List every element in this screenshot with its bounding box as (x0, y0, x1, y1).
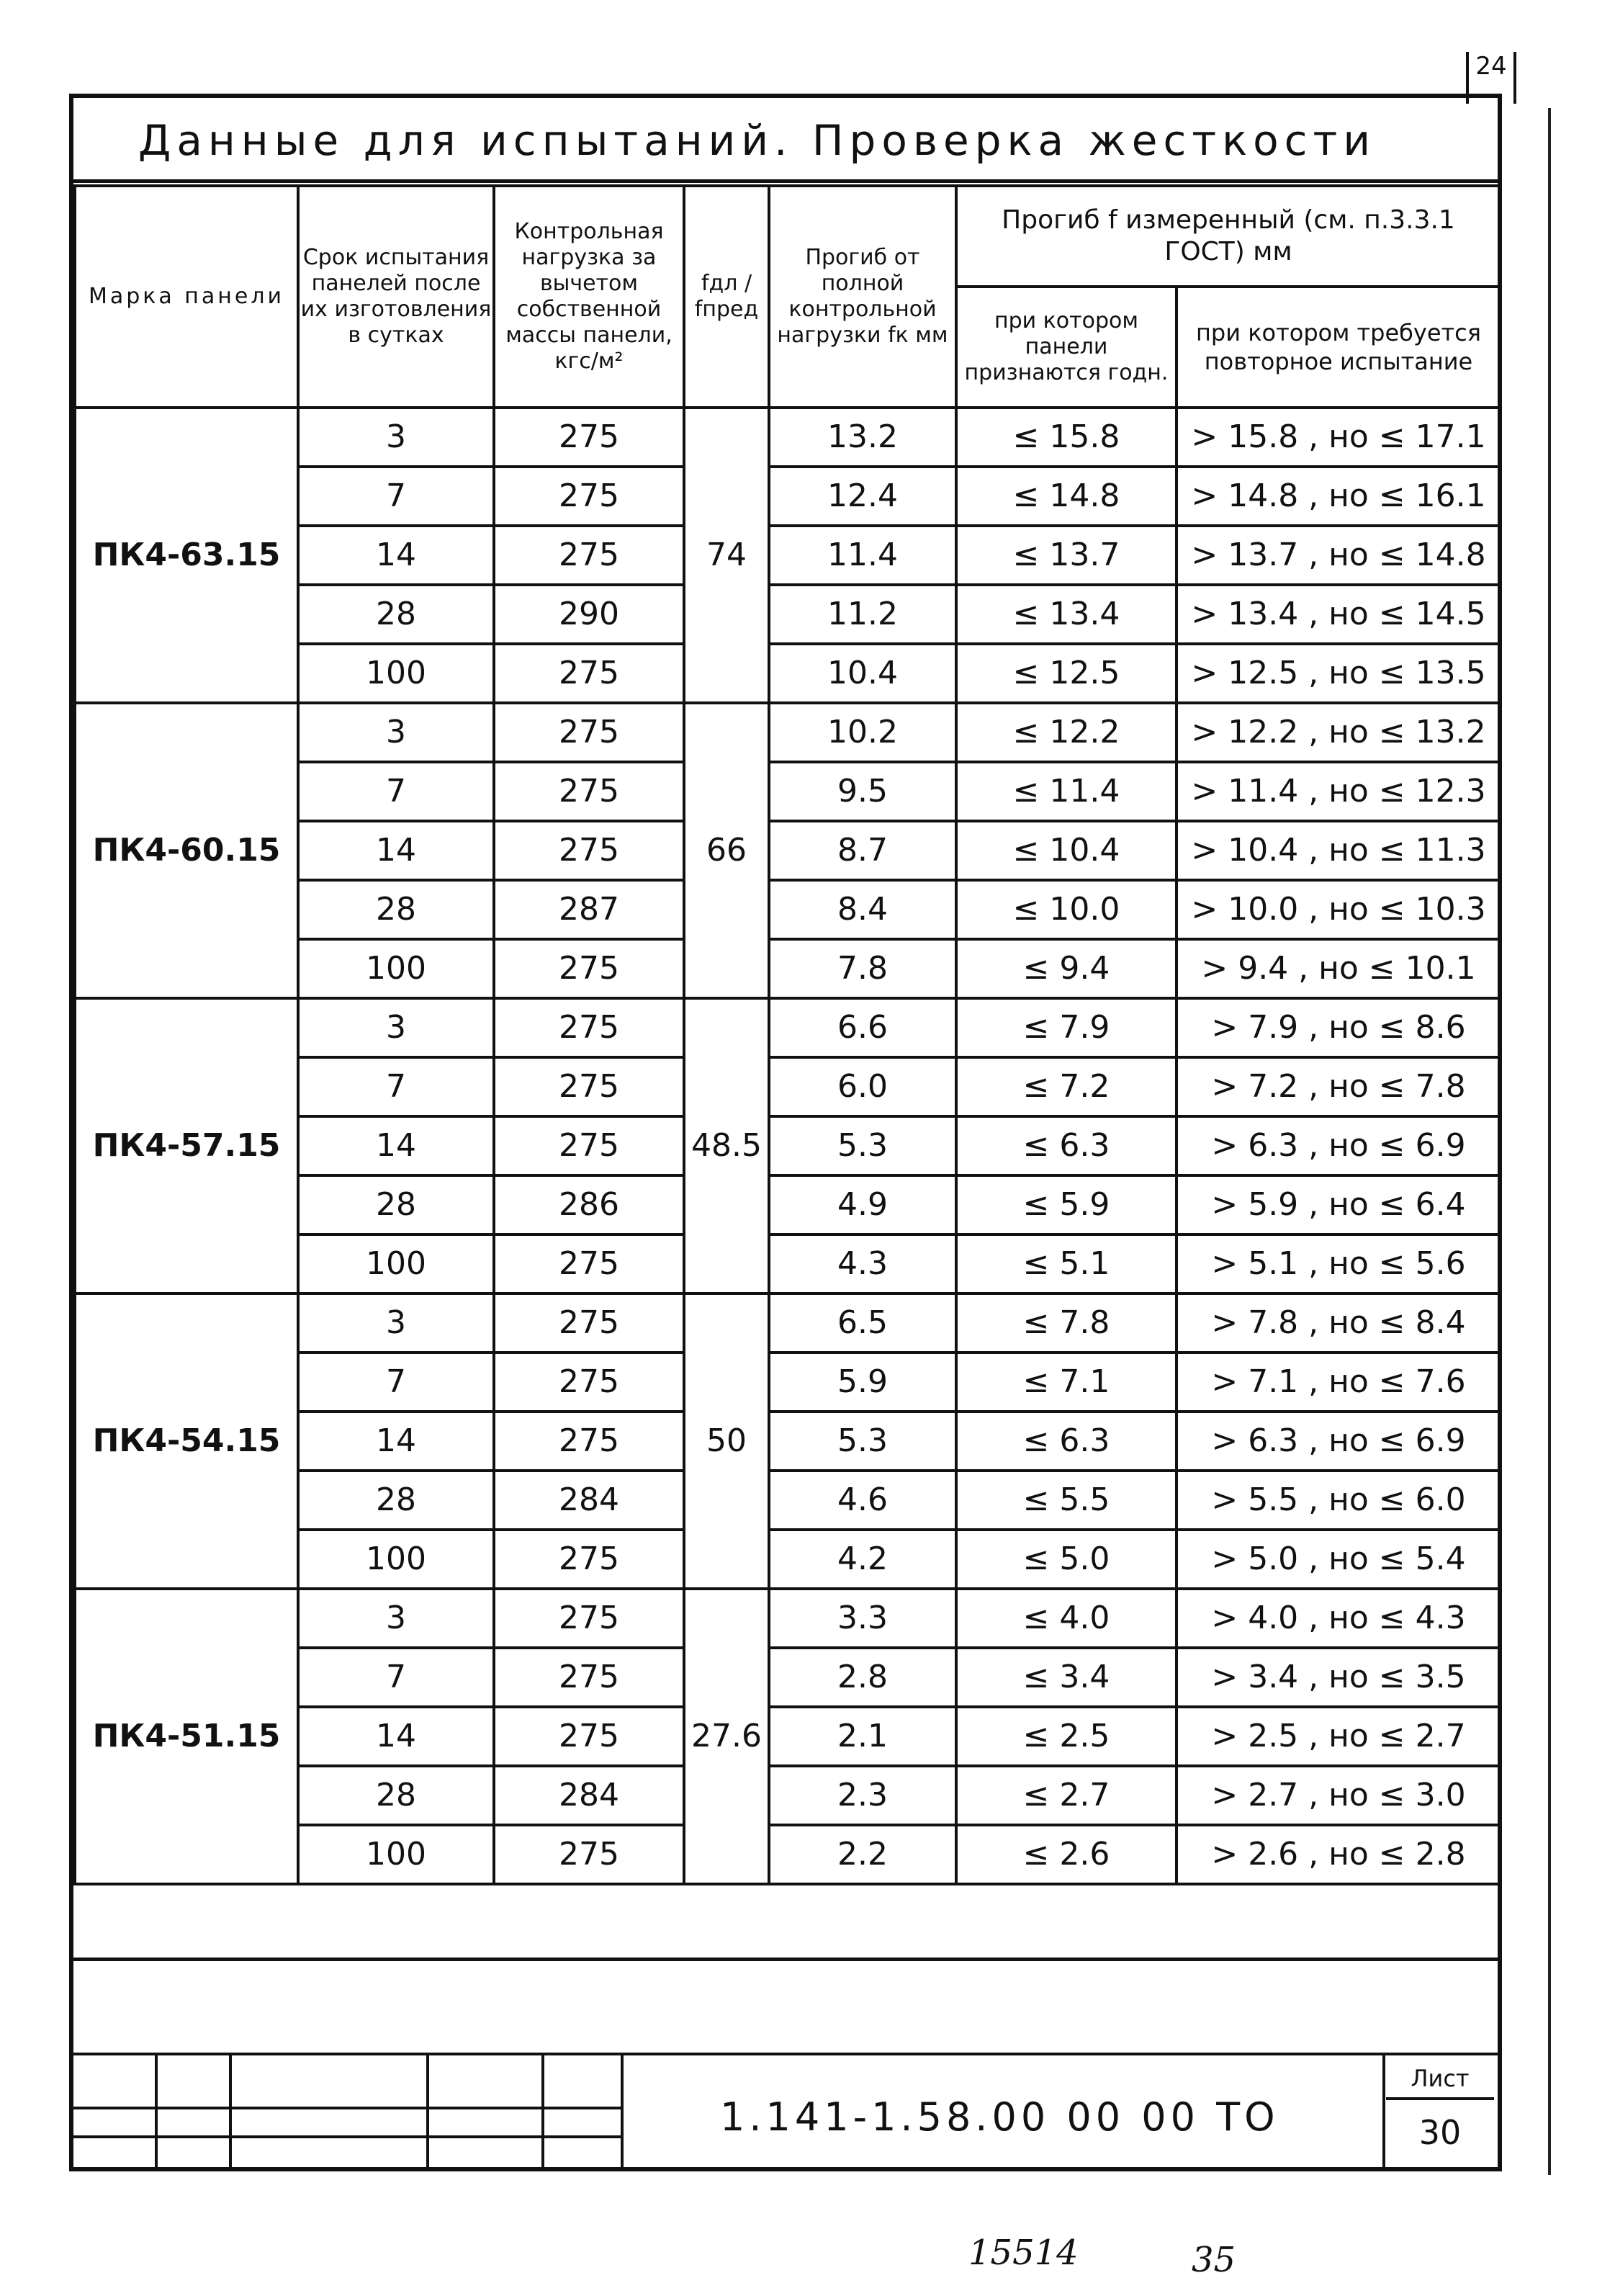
table-row (75, 408, 1501, 467)
test-period-cell: 3 (298, 1293, 494, 1353)
full-deflection-cell: 2.3 (769, 1766, 956, 1825)
retest-deflection-cell: > 11.4 , но ≤ 12.3 (1177, 762, 1501, 821)
test-period-cell: 100 (298, 644, 494, 703)
accept-deflection-cell: ≤ 10.4 (956, 821, 1177, 880)
test-period-cell: 7 (298, 762, 494, 821)
retest-deflection-cell: > 13.4 , но ≤ 14.5 (1177, 585, 1501, 644)
control-load-cell: 275 (494, 644, 684, 703)
test-period-cell: 28 (298, 1766, 494, 1825)
retest-deflection-cell: > 6.3 , но ≤ 6.9 (1177, 1116, 1501, 1175)
accept-deflection-cell: ≤ 15.8 (956, 408, 1177, 467)
test-period-cell: 100 (298, 1234, 494, 1293)
panel-mark: ПК4-57.15 (75, 998, 298, 1293)
test-period-cell: 7 (298, 467, 494, 526)
retest-deflection-cell: > 5.0 , но ≤ 5.4 (1177, 1530, 1501, 1589)
panel-mark: ПК4-54.15 (75, 1293, 298, 1589)
accept-deflection-cell: ≤ 5.1 (956, 1234, 1177, 1293)
table-row (75, 1589, 1501, 1648)
retest-deflection-cell: > 7.8 , но ≤ 8.4 (1177, 1293, 1501, 1353)
header-srok: Срок испытания панелей после их изготовления в сутках (298, 186, 494, 408)
control-load-cell: 275 (494, 1116, 684, 1175)
test-period-cell: 7 (298, 1648, 494, 1707)
accept-deflection-cell: ≤ 7.1 (956, 1353, 1177, 1412)
stamp-col-line (541, 2053, 544, 2168)
test-period-cell: 28 (298, 1175, 494, 1234)
retest-deflection-cell: > 13.7 , но ≤ 14.8 (1177, 526, 1501, 585)
header-nagruzka: Контрольная нагрузка за вычетом собственной массы панели, кгс/м² (494, 186, 684, 408)
retest-deflection-cell: > 12.2 , но ≤ 13.2 (1177, 703, 1501, 762)
control-load-cell: 275 (494, 1293, 684, 1353)
accept-deflection-cell: ≤ 6.3 (956, 1412, 1177, 1471)
corner-sheet-number: 24 (1466, 52, 1516, 104)
test-period-cell: 7 (298, 1057, 494, 1116)
ratio-cell: 74 (684, 408, 769, 703)
header-progib-measured: Прогиб f измеренный (см. п.3.3.1 ГОСТ) мм (956, 186, 1501, 287)
accept-deflection-cell: ≤ 5.0 (956, 1530, 1177, 1589)
accept-deflection-cell: ≤ 2.5 (956, 1707, 1177, 1766)
stamp-col-line (155, 2053, 158, 2168)
full-deflection-cell: 7.8 (769, 939, 956, 998)
control-load-cell: 275 (494, 1648, 684, 1707)
control-load-cell: 284 (494, 1766, 684, 1825)
accept-deflection-cell: ≤ 13.4 (956, 585, 1177, 644)
retest-deflection-cell: > 7.9 , но ≤ 8.6 (1177, 998, 1501, 1057)
accept-deflection-cell: ≤ 12.2 (956, 703, 1177, 762)
retest-deflection-cell: > 12.5 , но ≤ 13.5 (1177, 644, 1501, 703)
control-load-cell: 275 (494, 1057, 684, 1116)
stamp-col-line (426, 2053, 429, 2168)
full-deflection-cell: 2.2 (769, 1825, 956, 1884)
test-period-cell: 14 (298, 1116, 494, 1175)
accept-deflection-cell: ≤ 5.9 (956, 1175, 1177, 1234)
control-load-cell: 275 (494, 998, 684, 1057)
header-ratio: fдл / fпред (684, 186, 769, 408)
accept-deflection-cell: ≤ 6.3 (956, 1116, 1177, 1175)
stamp-col-line (229, 2053, 232, 2168)
control-load-cell: 290 (494, 585, 684, 644)
accept-deflection-cell: ≤ 12.5 (956, 644, 1177, 703)
control-load-cell: 275 (494, 1234, 684, 1293)
test-period-cell: 28 (298, 585, 494, 644)
page-title: Данные для испытаний. Проверка жесткости (73, 98, 1498, 183)
control-load-cell: 275 (494, 1412, 684, 1471)
table-body (75, 408, 1501, 1884)
test-period-cell: 3 (298, 703, 494, 762)
accept-deflection-cell: ≤ 14.8 (956, 467, 1177, 526)
ratio-cell: 48.5 (684, 998, 769, 1293)
full-deflection-cell: 8.7 (769, 821, 956, 880)
control-load-cell: 275 (494, 939, 684, 998)
handwritten-number-left: 15514 (968, 2233, 1079, 2273)
control-load-cell: 287 (494, 880, 684, 939)
retest-deflection-cell: > 10.0 , но ≤ 10.3 (1177, 880, 1501, 939)
full-deflection-cell: 6.0 (769, 1057, 956, 1116)
accept-deflection-cell: ≤ 11.4 (956, 762, 1177, 821)
control-load-cell: 275 (494, 1530, 684, 1589)
accept-deflection-cell: ≤ 9.4 (956, 939, 1177, 998)
retest-deflection-cell: > 14.8 , но ≤ 16.1 (1177, 467, 1501, 526)
full-deflection-cell: 12.4 (769, 467, 956, 526)
test-period-cell: 7 (298, 1353, 494, 1412)
retest-deflection-cell: > 15.8 , но ≤ 17.1 (1177, 408, 1501, 467)
table-row (75, 703, 1501, 762)
retest-deflection-cell: > 4.0 , но ≤ 4.3 (1177, 1589, 1501, 1648)
full-deflection-cell: 8.4 (769, 880, 956, 939)
full-deflection-cell: 10.2 (769, 703, 956, 762)
header-marka: Марка панели (75, 186, 298, 408)
full-deflection-cell: 2.8 (769, 1648, 956, 1707)
full-deflection-cell: 4.6 (769, 1471, 956, 1530)
full-deflection-cell: 4.3 (769, 1234, 956, 1293)
full-deflection-cell: 6.5 (769, 1293, 956, 1353)
stamp-col-line (1382, 2053, 1385, 2168)
panel-mark: ПК4-60.15 (75, 703, 298, 998)
sheet-number: 30 (1418, 2113, 1462, 2152)
full-deflection-cell: 11.2 (769, 585, 956, 644)
accept-deflection-cell: ≤ 13.7 (956, 526, 1177, 585)
test-period-cell: 3 (298, 408, 494, 467)
retest-deflection-cell: > 9.4 , но ≤ 10.1 (1177, 939, 1501, 998)
full-deflection-cell: 4.2 (769, 1530, 956, 1589)
full-deflection-cell: 5.9 (769, 1353, 956, 1412)
control-load-cell: 275 (494, 526, 684, 585)
stamp-divider (73, 2053, 1499, 2055)
stiffness-test-table (73, 184, 1502, 1885)
retest-deflection-cell: > 7.2 , но ≤ 7.8 (1177, 1057, 1501, 1116)
test-period-cell: 14 (298, 821, 494, 880)
handwritten-number-right: 35 (1192, 2240, 1236, 2280)
retest-deflection-cell: > 5.1 , но ≤ 5.6 (1177, 1234, 1501, 1293)
test-period-cell: 28 (298, 1471, 494, 1530)
ratio-cell: 27.6 (684, 1589, 769, 1884)
table-row (75, 998, 1501, 1057)
control-load-cell: 275 (494, 821, 684, 880)
panel-mark: ПК4-63.15 (75, 408, 298, 703)
ratio-cell: 50 (684, 1293, 769, 1589)
retest-deflection-cell: > 2.6 , но ≤ 2.8 (1177, 1825, 1501, 1884)
accept-deflection-cell: ≤ 2.6 (956, 1825, 1177, 1884)
full-deflection-cell: 5.3 (769, 1116, 956, 1175)
full-deflection-cell: 5.3 (769, 1412, 956, 1471)
test-period-cell: 28 (298, 880, 494, 939)
sheet-label: Лист (1386, 2060, 1494, 2100)
full-deflection-cell: 13.2 (769, 408, 956, 467)
panel-mark: ПК4-51.15 (75, 1589, 298, 1884)
retest-deflection-cell: > 2.5 , но ≤ 2.7 (1177, 1707, 1501, 1766)
right-margin-rule (1548, 108, 1551, 2175)
header-povtor: при котором требуется повторное испытание (1177, 287, 1501, 408)
control-load-cell: 275 (494, 703, 684, 762)
full-deflection-cell: 9.5 (769, 762, 956, 821)
control-load-cell: 284 (494, 1471, 684, 1530)
retest-deflection-cell: > 10.4 , но ≤ 11.3 (1177, 821, 1501, 880)
control-load-cell: 275 (494, 762, 684, 821)
accept-deflection-cell: ≤ 7.9 (956, 998, 1177, 1057)
retest-deflection-cell: > 7.1 , но ≤ 7.6 (1177, 1353, 1501, 1412)
test-period-cell: 100 (298, 939, 494, 998)
control-load-cell: 275 (494, 1589, 684, 1648)
test-period-cell: 14 (298, 1707, 494, 1766)
control-load-cell: 275 (494, 1353, 684, 1412)
accept-deflection-cell: ≤ 7.8 (956, 1293, 1177, 1353)
table-row (75, 1293, 1501, 1353)
retest-deflection-cell: > 2.7 , но ≤ 3.0 (1177, 1766, 1501, 1825)
full-deflection-cell: 2.1 (769, 1707, 956, 1766)
test-period-cell: 100 (298, 1825, 494, 1884)
header-godn: при котором панели признаются годн. (956, 287, 1177, 408)
full-deflection-cell: 4.9 (769, 1175, 956, 1234)
full-deflection-cell: 10.4 (769, 644, 956, 703)
document-code: 1.141-1.58.00 00 00 ТО (720, 2094, 1279, 2140)
accept-deflection-cell: ≤ 5.5 (956, 1471, 1177, 1530)
control-load-cell: 275 (494, 408, 684, 467)
control-load-cell: 275 (494, 1825, 684, 1884)
test-period-cell: 3 (298, 1589, 494, 1648)
control-load-cell: 275 (494, 467, 684, 526)
retest-deflection-cell: > 3.4 , но ≤ 3.5 (1177, 1648, 1501, 1707)
accept-deflection-cell: ≤ 4.0 (956, 1589, 1177, 1648)
control-load-cell: 275 (494, 1707, 684, 1766)
stamp-col-line (621, 2053, 624, 2168)
test-period-cell: 100 (298, 1530, 494, 1589)
test-period-cell: 14 (298, 1412, 494, 1471)
full-deflection-cell: 11.4 (769, 526, 956, 585)
full-deflection-cell: 3.3 (769, 1589, 956, 1648)
accept-deflection-cell: ≤ 10.0 (956, 880, 1177, 939)
retest-deflection-cell: > 5.5 , но ≤ 6.0 (1177, 1471, 1501, 1530)
header-progib-full: Прогиб от полной контрольной нагрузки fк мм (769, 186, 956, 408)
retest-deflection-cell: > 5.9 , но ≤ 6.4 (1177, 1175, 1501, 1234)
test-period-cell: 3 (298, 998, 494, 1057)
ratio-cell: 66 (684, 703, 769, 998)
accept-deflection-cell: ≤ 3.4 (956, 1648, 1177, 1707)
accept-deflection-cell: ≤ 7.2 (956, 1057, 1177, 1116)
accept-deflection-cell: ≤ 2.7 (956, 1766, 1177, 1825)
test-period-cell: 14 (298, 526, 494, 585)
full-deflection-cell: 6.6 (769, 998, 956, 1057)
retest-deflection-cell: > 6.3 , но ≤ 6.9 (1177, 1412, 1501, 1471)
control-load-cell: 286 (494, 1175, 684, 1234)
